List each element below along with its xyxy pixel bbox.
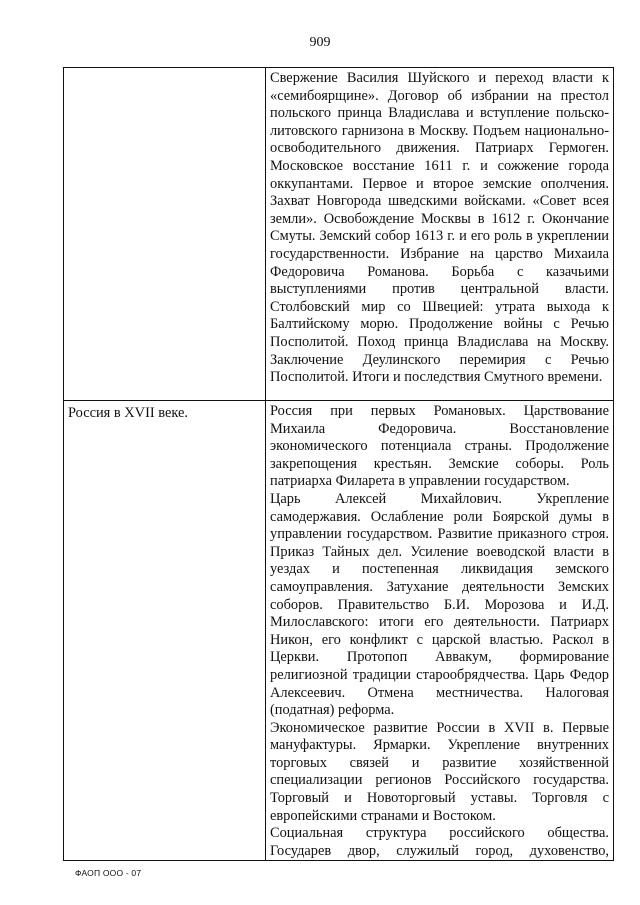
curriculum-table xyxy=(63,67,614,861)
description-cell xyxy=(266,401,614,861)
page-number: 909 xyxy=(309,35,331,50)
description-paragraph: Россия при первых Романовых. Царствование Михаила Федоровича. Восстановление экономического потенциала страны. Продолжение закрепощения крестьян. Земские соборы. Роль патриарха Филарета в управлении государством. xyxy=(270,403,609,490)
description-paragraph: Свержение Василия Шуйского и переход власти к «семибоярщине». Договор об избрании на престол польского принца Владислава и вступление польско-литовского гарнизона в Москву. Подъем национально-освободительного движения. Патриарх Гермоген. Московское восстание 1611 г. и сожжение города оккупантами. Первое и второе земские ополчения. Захват Новгорода шведскими войсками. «Совет всея земли». Освобождение Москвы в 1612 г. Окончание Смуты. Земский собор 1613 г. и его роль в укреплении государственности. Избрание на царство Михаила Федоровича Романова. Борьба с казачьими выступлениями против центральной власти. Столбовский мир со Швецией: утрата выхода к Балтийскому морю. Продолжение войны с Речью Посполитой. Поход принца Владислава на Москву. Заключение Деулинского перемирия с Речью Посполитой. Итоги и последствия Смутного времени. xyxy=(270,70,609,386)
table-row xyxy=(64,68,614,401)
description-paragraph: Экономическое развитие России в XVII в. Первые мануфактуры. Ярмарки. Укрепление внутренних торговых связей и развитие хозяйственной специализации регионов Российского государства. Торговый и Новоторговый уставы. Торговля с европейскими странами и Востоком. xyxy=(270,719,609,824)
table-row xyxy=(64,401,614,861)
description-paragraph: Царь Алексей Михайлович. Укрепление самодержавия. Ослабление роли Боярской думы в управлении государством. Развитие приказного строя. Приказ Тайных дел. Усиление воеводской власти в уездах и постепенная ликвидация земского самоуправления. Затухание деятельности Земских соборов. Правительство Б.И. Морозова и И.Д. Милославского: итоги его деятельности. Патриарх Никон, его конфликт с царской властью. Раскол в Церкви. Протопоп Аввакум, формирование религиозной традиции старообрядчества. Царь Федор Алексеевич. Отмена местничества. Налоговая (податная) реформа. xyxy=(270,490,609,719)
description-paragraph: Социальная структура российского общества. Государев двор, служилый город, духовенство, xyxy=(270,825,609,859)
topic-cell xyxy=(64,68,266,401)
description-cell xyxy=(266,68,614,401)
footer-code: ФАОП ООО - 07 xyxy=(75,868,142,878)
topic-cell: Россия в XVII веке. xyxy=(64,401,266,861)
